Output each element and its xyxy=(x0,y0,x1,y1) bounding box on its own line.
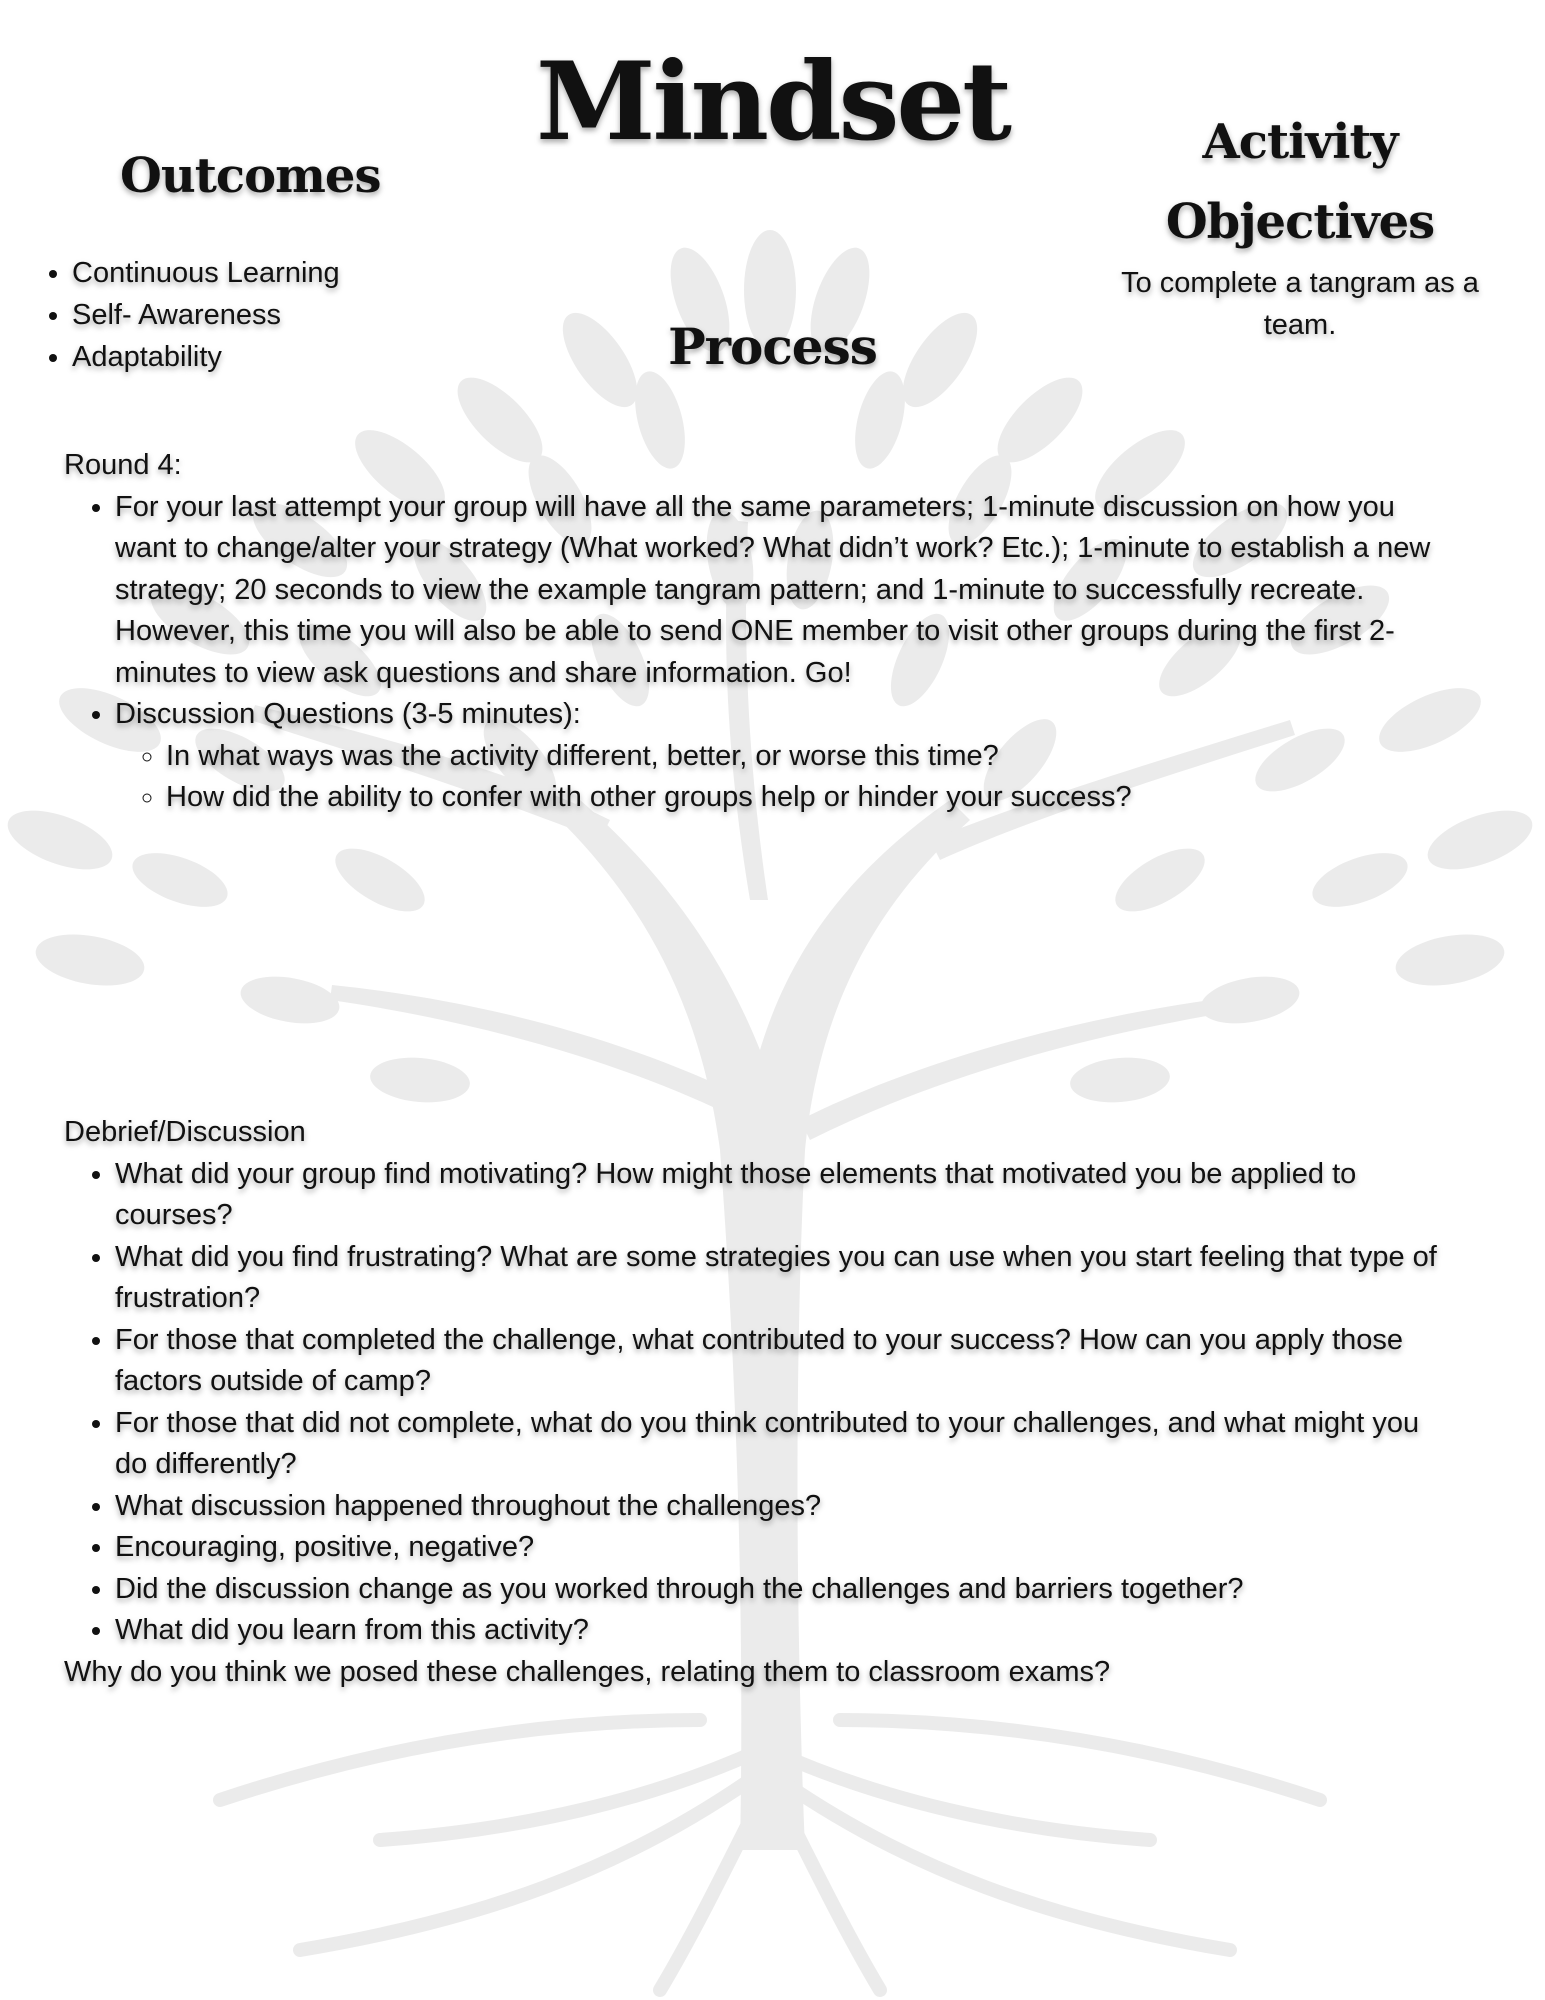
debrief-item: • Did the discussion change as you worked through the challenges and barriers together? xyxy=(115,1569,1444,1611)
objectives-heading-line2: Objectives xyxy=(1165,194,1435,250)
discussion-question: ◦ In what ways was the activity different, better, or worse this time? xyxy=(166,736,1444,778)
debrief-section xyxy=(64,1112,1444,1693)
objectives-heading-line1: Activity xyxy=(1202,114,1398,170)
debrief-list xyxy=(64,1154,1444,1652)
debrief-item: • What did you learn from this activity? xyxy=(115,1610,1444,1652)
outcomes-heading: Outcomes xyxy=(120,148,381,204)
discussion-questions xyxy=(115,694,1444,819)
discussion-question: ◦ How did the ability to confer with other groups help or hinder your success? xyxy=(166,777,1444,819)
page-title: Mindset xyxy=(535,39,1009,165)
objectives-text: To complete a tangram as a team. xyxy=(1121,267,1479,341)
outcome-item: • Adaptability xyxy=(72,336,340,378)
process-heading: Process xyxy=(668,317,877,376)
debrief-item: • What did your group find motivating? How might those elements that motivated you be applied to courses? xyxy=(115,1154,1444,1237)
round-4-section xyxy=(64,445,1444,819)
debrief-item: • For those that completed the challenge, what contributed to your success? How can you apply those factors outside of camp? xyxy=(115,1320,1444,1403)
discussion-questions-label: Discussion Questions (3-5 minutes): xyxy=(115,698,581,730)
debrief-item: • What discussion happened throughout the challenges? xyxy=(115,1486,1444,1528)
round-4-list xyxy=(64,487,1444,819)
round-4-label: Round 4: xyxy=(64,449,182,481)
outcome-item: • Continuous Learning xyxy=(72,252,340,294)
debrief-item: • What did you find frustrating? What are some strategies you can use when you start feeling that type of frustration? xyxy=(115,1237,1444,1320)
debrief-closing: Why do you think we posed these challenges, relating them to classroom exams? xyxy=(64,1655,1111,1688)
outcome-item: • Self- Awareness xyxy=(72,294,340,336)
debrief-label: Debrief/Discussion xyxy=(64,1116,306,1148)
round-4-instructions: • For your last attempt your group will have all the same parameters; 1-minute discussion on how you want to change/alter your strategy (What worked? What didn’t work? Etc.); 1-minute to establish a new strategy; 20 seconds to view the example tangram pattern; and 1-minute to successfully recreate. However, this time you will also be able to send ONE member to visit other groups during the first 2-minutes to view ask questions and share information. Go! xyxy=(115,487,1444,695)
debrief-item: • Encouraging, positive, negative? xyxy=(115,1527,1444,1569)
objectives-heading xyxy=(1110,102,1490,262)
debrief-item: • For those that did not complete, what do you think contributed to your challenges, and what might you do differently? xyxy=(115,1403,1444,1486)
discussion-questions-list xyxy=(115,736,1444,819)
